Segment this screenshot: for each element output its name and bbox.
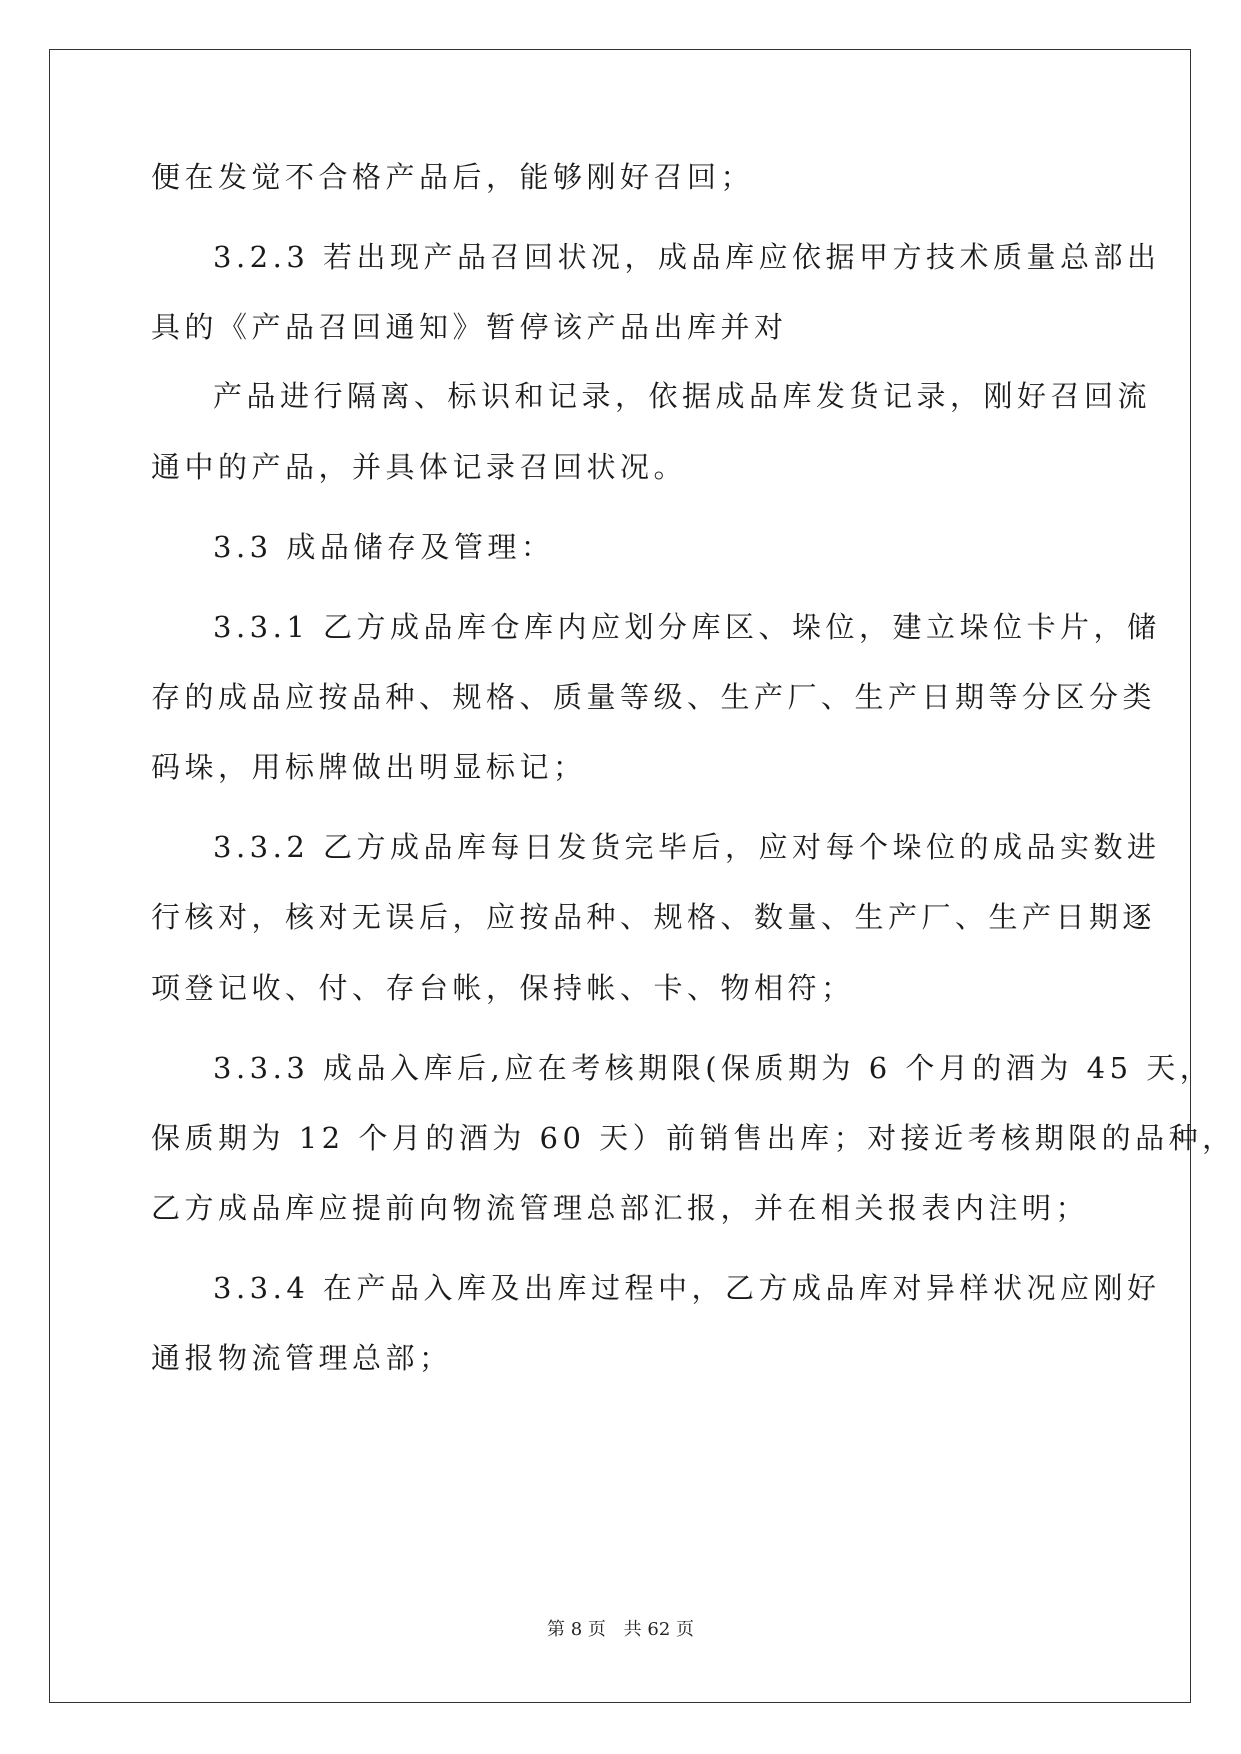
text-line: 具的《产品召回通知》暂停该产品出库并对 (151, 310, 788, 344)
text-line: 便在发觉不合格产品后，能够刚好召回； (151, 160, 755, 194)
text-line: 产品进行隔离、标识和记录，依据成品库发货记录，刚好召回流 (213, 379, 1152, 413)
section-heading: 3.3 成品储存及管理： (213, 530, 555, 564)
text-line: 3.2.3 若出现产品召回状况，成品库应依据甲方技术质量总部出 (213, 240, 1161, 274)
text-line: 乙方成品库应提前向物流管理总部汇报，并在相关报表内注明； (151, 1191, 1090, 1225)
text-line: 3.3.1 乙方成品库仓库内应划分库区、垛位，建立垛位卡片，储 (213, 610, 1161, 644)
text-line: 码垛，用标牌做出明显标记； (151, 750, 587, 784)
page-total: 共 62 页 (623, 1619, 694, 1640)
text-line: 3.3.4 在产品入库及出库过程中，乙方成品库对异样状况应刚好 (213, 1271, 1161, 1305)
text-line: 项登记收、付、存台帐，保持帐、卡、物相符； (151, 971, 855, 1005)
text-line: 行核对，核对无误后，应按品种、规格、数量、生产厂、生产日期逐 (151, 900, 1157, 934)
page-border (49, 49, 1191, 1703)
page-footer (0, 1618, 1241, 1642)
text-line: 保质期为 12 个月的酒为 60 天）前销售出库；对接近考核期限的品种， (151, 1121, 1236, 1155)
text-line: 通中的产品，并具体记录召回状况。 (151, 450, 688, 484)
text-line: 通报物流管理总部； (151, 1341, 453, 1375)
text-line: 3.3.2 乙方成品库每日发货完毕后，应对每个垛位的成品实数进 (213, 830, 1161, 864)
page-number: 第 8 页 (547, 1619, 606, 1640)
text-line: 3.3.3 成品入库后,应在考核期限(保质期为 6 个月的酒为 45 天， (213, 1051, 1214, 1085)
text-line: 存的成品应按品种、规格、质量等级、生产厂、生产日期等分区分类 (151, 680, 1157, 714)
